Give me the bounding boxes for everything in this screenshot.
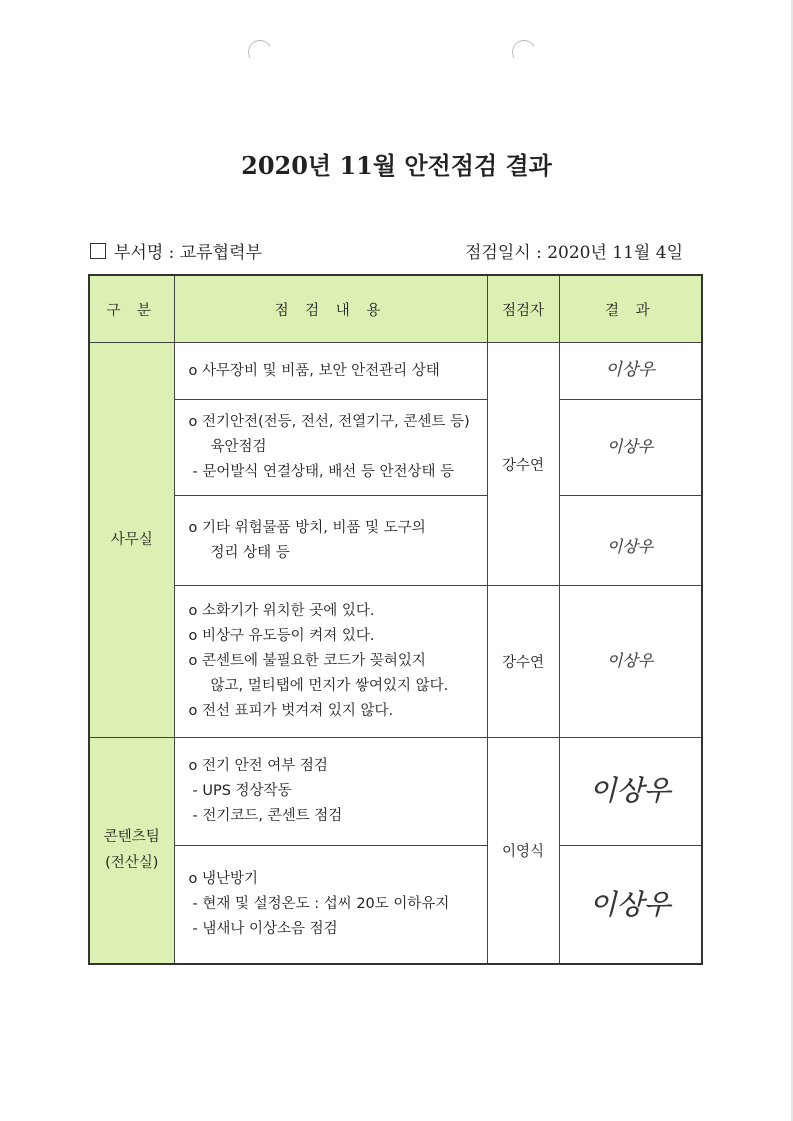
content-cell	[174, 400, 487, 496]
content-line: o 냉난방기	[188, 870, 259, 887]
content-line: o 비상구 유도등이 켜져 있다.	[188, 628, 375, 644]
content-line: o 전기안전(전등, 전선, 전열기구, 콘센트 등)	[188, 414, 470, 430]
svg-text:이상우: 이상우	[589, 888, 671, 922]
signature-image	[600, 514, 660, 564]
content-cell	[174, 343, 487, 400]
svg-text:이상우: 이상우	[605, 360, 655, 380]
header-inspector: 점검자	[487, 275, 559, 343]
content-cell	[174, 496, 487, 586]
header-category: 구 분	[89, 275, 174, 343]
result-signature	[559, 738, 702, 846]
punch-hole	[245, 37, 274, 66]
content-line: - 현재 및 설정온도 : 섭씨 20도 이하유지	[192, 895, 450, 912]
page-title: 2020년 11월 안전점검 결과	[241, 151, 552, 180]
inspection-date: 점검일시 : 2020년 11월 4일	[464, 243, 683, 263]
checkbox-icon	[90, 243, 106, 259]
content-line: 정리 상태 등	[210, 544, 290, 561]
content-line: 육안점검	[210, 439, 267, 455]
svg-text:이상우: 이상우	[589, 773, 671, 807]
inspector-cell: 이영식	[487, 738, 559, 964]
table-row	[89, 846, 702, 964]
content-line: o 콘센트에 불필요한 코드가 꽂혀있지	[188, 653, 426, 669]
department-info	[90, 238, 262, 263]
content-line: - 문어발식 연결상태, 배선 등 안전상태 등	[192, 464, 455, 480]
content-line: - 냄새나 이상소음 점검	[192, 920, 338, 937]
result-signature	[559, 343, 702, 400]
content-line: o 전기 안전 여부 점검	[188, 758, 328, 774]
table-header-row	[89, 275, 702, 343]
signature-image	[600, 428, 660, 464]
table-row	[89, 586, 702, 738]
content-line: - 전기코드, 콘센트 점검	[192, 808, 343, 824]
content-line: - UPS 정상작동	[192, 783, 292, 799]
svg-text:이상우: 이상우	[607, 650, 654, 670]
signature-image	[600, 642, 660, 678]
content-line: o 전선 표피가 벗겨져 있지 않다.	[188, 703, 394, 719]
table-row	[89, 738, 702, 846]
punch-hole	[509, 37, 538, 66]
signature-image	[580, 874, 680, 930]
result-signature	[559, 586, 702, 738]
content-line: o 기타 위험물품 방치, 비품 및 도구의	[188, 519, 426, 536]
content-line: o 사무장비 및 비품, 보안 안전관리 상태	[188, 362, 440, 379]
inspection-table	[88, 274, 703, 965]
table-row	[89, 343, 702, 400]
header-content: 점 검 내 용	[174, 275, 487, 343]
result-signature	[559, 846, 702, 964]
category-contents-team: 콘텐츠팀 (전산실)	[89, 738, 174, 964]
table-row	[89, 400, 702, 496]
svg-text:이상우: 이상우	[607, 436, 654, 456]
signature-image	[600, 351, 660, 387]
inspector-cell: 강수연	[487, 343, 559, 586]
content-line: o 소화기가 위치한 곳에 있다.	[188, 603, 375, 619]
signature-image	[580, 762, 680, 818]
header-result: 결 과	[559, 275, 702, 343]
table-row	[89, 496, 702, 586]
result-signature	[559, 496, 702, 586]
content-cell	[174, 738, 487, 846]
content-line: 않고, 멀티탭에 먼지가 쌓여있지 않다.	[210, 678, 449, 694]
svg-text:이상우: 이상우	[607, 536, 654, 556]
category-office: 사무실	[89, 343, 174, 738]
content-cell	[174, 586, 487, 738]
department-label: 부서명 : 교류협력부	[114, 243, 262, 263]
inspector-cell: 강수연	[487, 586, 559, 738]
content-cell	[174, 846, 487, 964]
result-signature	[559, 400, 702, 496]
